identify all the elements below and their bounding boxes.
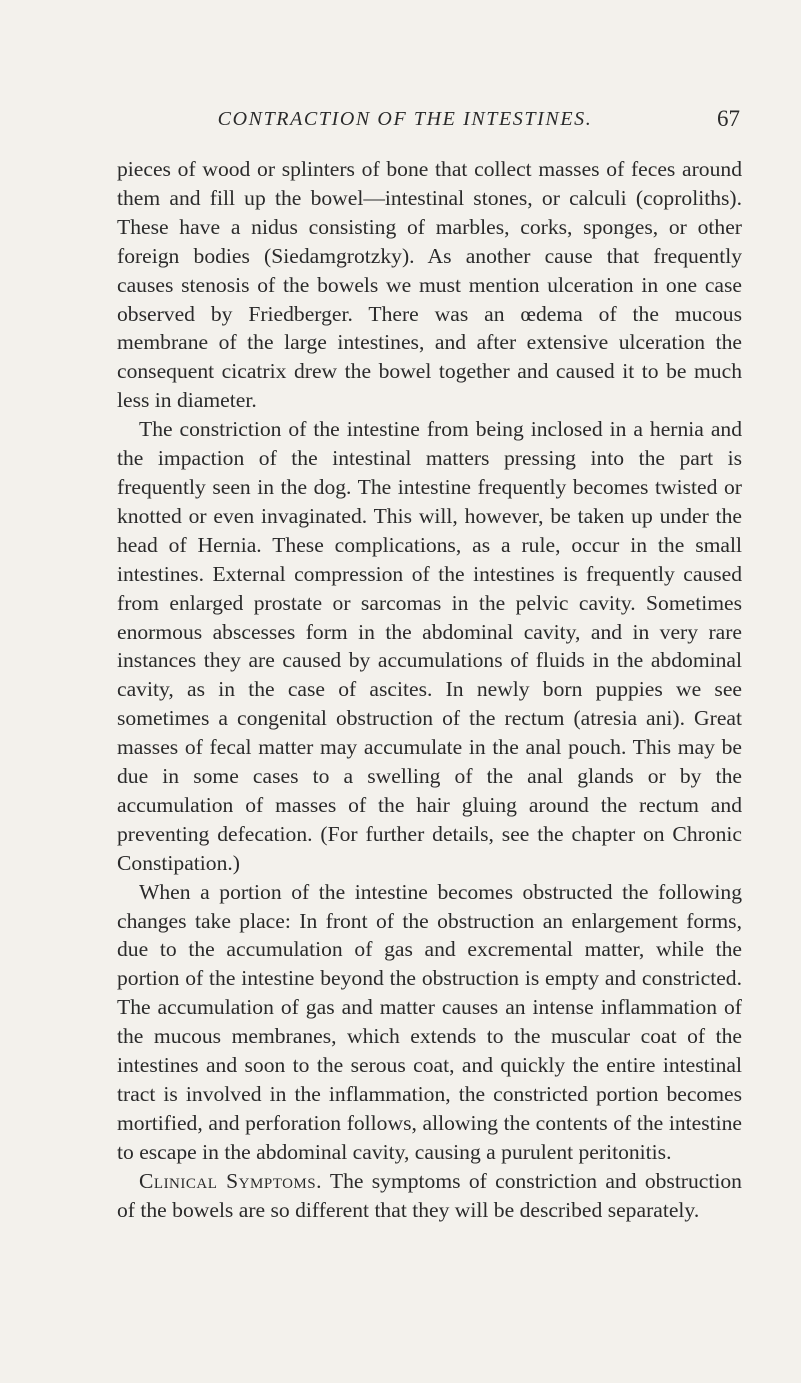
paragraph-text: The symptoms of constriction and obstruction of the bowels are so different that they will be described separately. (117, 1168, 742, 1222)
page-number: 67 (717, 106, 740, 131)
running-title: CONTRACTION OF THE INTESTINES. (217, 108, 593, 130)
section-heading: Clinical Symptoms. (139, 1168, 322, 1193)
paragraph-constriction (117, 415, 742, 878)
paragraph-text: The constriction of the intestine from being inclosed in a hernia and the impaction of the intestinal matters pressing into the part is frequently seen in the dog. The intestine frequently becomes twisted or knotted or even invaginated. This will, however, be taken up under the head of Hernia. These complications, as a rule, occur in the small intestines. External compression of the intestines is frequently caused from enlarged prostate or sarcomas in the pelvic cavity. Sometimes enormous abscesses form in the abdominal cavity, and in very rare instances they are caused by accumulations of fluids in the abdominal cavity, as in the case of ascites. In newly born puppies we see sometimes a congenital obstruction of the rectum (atresia ani). Great masses of fecal matter may accumulate in the anal pouch. This may be due in some cases to a swelling of the anal glands or by the accumulation of masses of the hair gluing around the rectum and preventing defecation. (For further details, see the chapter on Chronic Constipation.) (117, 417, 742, 875)
running-head (100, 106, 740, 136)
paragraph-text: When a portion of the intestine becomes obstructed the following changes take place: In front of the obstruction an enlargement forms, due to the accumulation of gas and excremental matter, while the portion of the intestine beyond the obstruction is empty and constricted. The accumulation of gas and matter causes an intense inflammation of the mucous membranes, which extends to the muscular coat of the intestines and soon to the serous coat, and quickly the entire intestinal tract is involved in the inflammation, the constricted portion becomes mortified, and perforation follows, allowing the contents of the intestine to escape in the abdominal cavity, causing a purulent peritonitis. (117, 879, 742, 1164)
paragraph-text: pieces of wood or splinters of bone that collect masses of feces around them and fill up the bowel—intestinal stones, or calculi (coproliths). These have a nidus consisting of marbles, corks, sponges, or other foreign bodies (Siedamgrotzky). As another cause that frequently causes stenosis of the bowels we must mention ulceration in one case observed by Friedberger. There was an œdema of the mucous membrane of the large intestines, and after extensive ulceration the consequent cicatrix drew the bowel together and caused it to be much less in diameter. (117, 157, 742, 413)
paragraph-obstruction-changes (117, 878, 742, 1167)
body-text (117, 155, 742, 1225)
paragraph-continuation (117, 155, 742, 415)
paragraph-clinical-symptoms (117, 1167, 742, 1225)
